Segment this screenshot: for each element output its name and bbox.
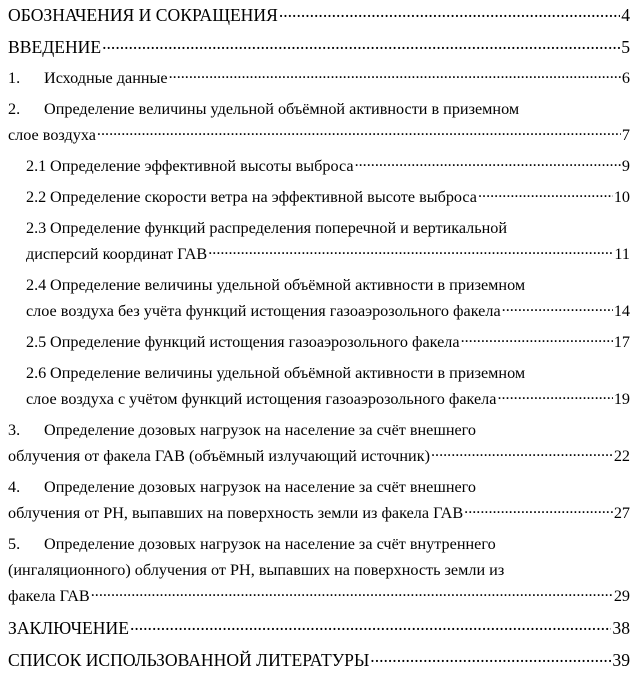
toc-page-number: 10: [613, 188, 630, 206]
toc-entry-section-2-5[interactable]: [8, 329, 630, 355]
toc-page-number: 22: [613, 447, 630, 465]
toc-entry-title-line: Определение величины удельной объёмной активности в приземном: [50, 364, 526, 382]
toc-entry-section-4[interactable]: [8, 474, 630, 526]
toc-section-number: 1.: [8, 69, 21, 87]
toc-entry-section-2-3[interactable]: [8, 215, 630, 267]
toc-entry-references[interactable]: [8, 647, 630, 673]
toc-section-number: 2.5: [26, 333, 47, 351]
toc-entry-abbreviations[interactable]: [8, 2, 630, 28]
toc-section-number: 2.3: [26, 219, 47, 237]
toc-page-number: 6: [621, 69, 630, 87]
toc-page-number: 38: [612, 618, 630, 638]
toc-entry-title: Определение функций истощения газоаэрозольного факела: [50, 333, 460, 351]
dot-leader: [97, 124, 621, 140]
toc-entry-section-3[interactable]: [8, 417, 630, 469]
toc-page-number: 27: [613, 504, 630, 522]
toc-section-number: 2.6: [26, 364, 47, 382]
dot-leader: [169, 67, 621, 83]
toc-page-number: 19: [613, 390, 630, 408]
toc-section-number: 2.: [8, 100, 21, 118]
toc-section-number: 2.1: [26, 157, 47, 175]
dot-leader: [431, 445, 613, 461]
dot-leader: [208, 243, 613, 259]
dot-leader: [502, 300, 613, 316]
toc-entry-title-line: облучения от РН, выпавших на поверхность земли из факела ГАВ: [8, 504, 464, 522]
toc-page-number: 7: [621, 126, 630, 144]
toc-entry-title: СПИСОК ИСПОЛЬЗОВАННОЙ ЛИТЕРАТУРЫ: [8, 650, 370, 670]
dot-leader: [91, 585, 613, 601]
dot-leader: [102, 35, 620, 53]
toc-entry-section-2[interactable]: [8, 96, 630, 148]
toc-page-number: 29: [613, 587, 630, 605]
toc-entry-section-5[interactable]: [8, 531, 630, 609]
toc-entry-title-line: (ингаляционного) облучения от РН, выпавших на поверхность земли из: [8, 561, 505, 579]
toc-entry-section-2-2[interactable]: [8, 184, 630, 210]
toc-entry-title: Определение скорости ветра на эффективной высоте выброса: [50, 188, 477, 206]
toc-section-number: 3.: [8, 421, 21, 439]
toc-entry-title: ЗАКЛЮЧЕНИЕ: [8, 618, 129, 638]
toc-page-number: 4: [621, 5, 630, 25]
toc-entry-title-line: Определение дозовых нагрузок на население за счёт внешнего: [44, 478, 477, 496]
dot-leader: [461, 331, 613, 347]
dot-leader: [130, 616, 611, 634]
toc-page-number: 39: [612, 650, 630, 670]
toc-entry-title: Определение эффективной высоты выброса: [50, 157, 354, 175]
toc-entry-title-line: факела ГАВ: [8, 587, 90, 605]
toc-section-number: 2.4: [26, 276, 47, 294]
toc-entry-title-line: Определение величины удельной объёмной активности в приземном: [44, 100, 520, 118]
dot-leader: [370, 648, 611, 666]
toc-entry-title-line: дисперсий координат ГАВ: [26, 245, 208, 263]
toc-page-number: 9: [621, 157, 630, 175]
toc-entry-title: Исходные данные: [44, 69, 168, 87]
toc-entry-section-2-4[interactable]: [8, 272, 630, 324]
toc-entry-title-line: облучения от факела ГАВ (объёмный излучающий источник): [8, 447, 430, 465]
toc-entry-title: ВВЕДЕНИЕ: [8, 37, 102, 57]
dot-leader: [497, 388, 612, 404]
toc-section-number: 4.: [8, 478, 21, 496]
toc-entry-introduction[interactable]: [8, 34, 630, 60]
toc-entry-title-line: Определение величины удельной объёмной активности в приземном: [50, 276, 526, 294]
toc-entry-title-line: Определение дозовых нагрузок на население за счёт внутреннего: [44, 535, 496, 553]
toc-entry-conclusion[interactable]: [8, 615, 630, 641]
dot-leader: [355, 155, 621, 171]
toc-entry-title-line: Определение дозовых нагрузок на население за счёт внешнего: [44, 421, 477, 439]
toc-page-number: 5: [621, 37, 630, 57]
dot-leader: [279, 3, 620, 21]
toc-section-number: 2.2: [26, 188, 47, 206]
toc-page-number: 11: [614, 245, 630, 263]
toc-entry-title: ОБОЗНАЧЕНИЯ И СОКРАЩЕНИЯ: [8, 5, 278, 25]
dot-leader: [464, 502, 613, 518]
toc-section-number: 5.: [8, 535, 21, 553]
toc-entry-section-1[interactable]: [8, 65, 630, 91]
toc-page-number: 17: [613, 333, 630, 351]
toc-entry-section-2-1[interactable]: [8, 153, 630, 179]
table-of-contents: [8, 2, 630, 673]
toc-entry-title-line: слое воздуха с учётом функций истощения газоаэрозольного факела: [26, 390, 497, 408]
toc-entry-title-line: Определение функций распределения поперечной и вертикальной: [50, 219, 508, 237]
dot-leader: [478, 186, 613, 202]
toc-entry-title-line: слое воздуха без учёта функций истощения газоаэрозольного факела: [26, 302, 501, 320]
toc-page-number: 14: [613, 302, 630, 320]
toc-entry-section-2-6[interactable]: [8, 360, 630, 412]
toc-entry-title-line: слое воздуха: [8, 126, 96, 144]
